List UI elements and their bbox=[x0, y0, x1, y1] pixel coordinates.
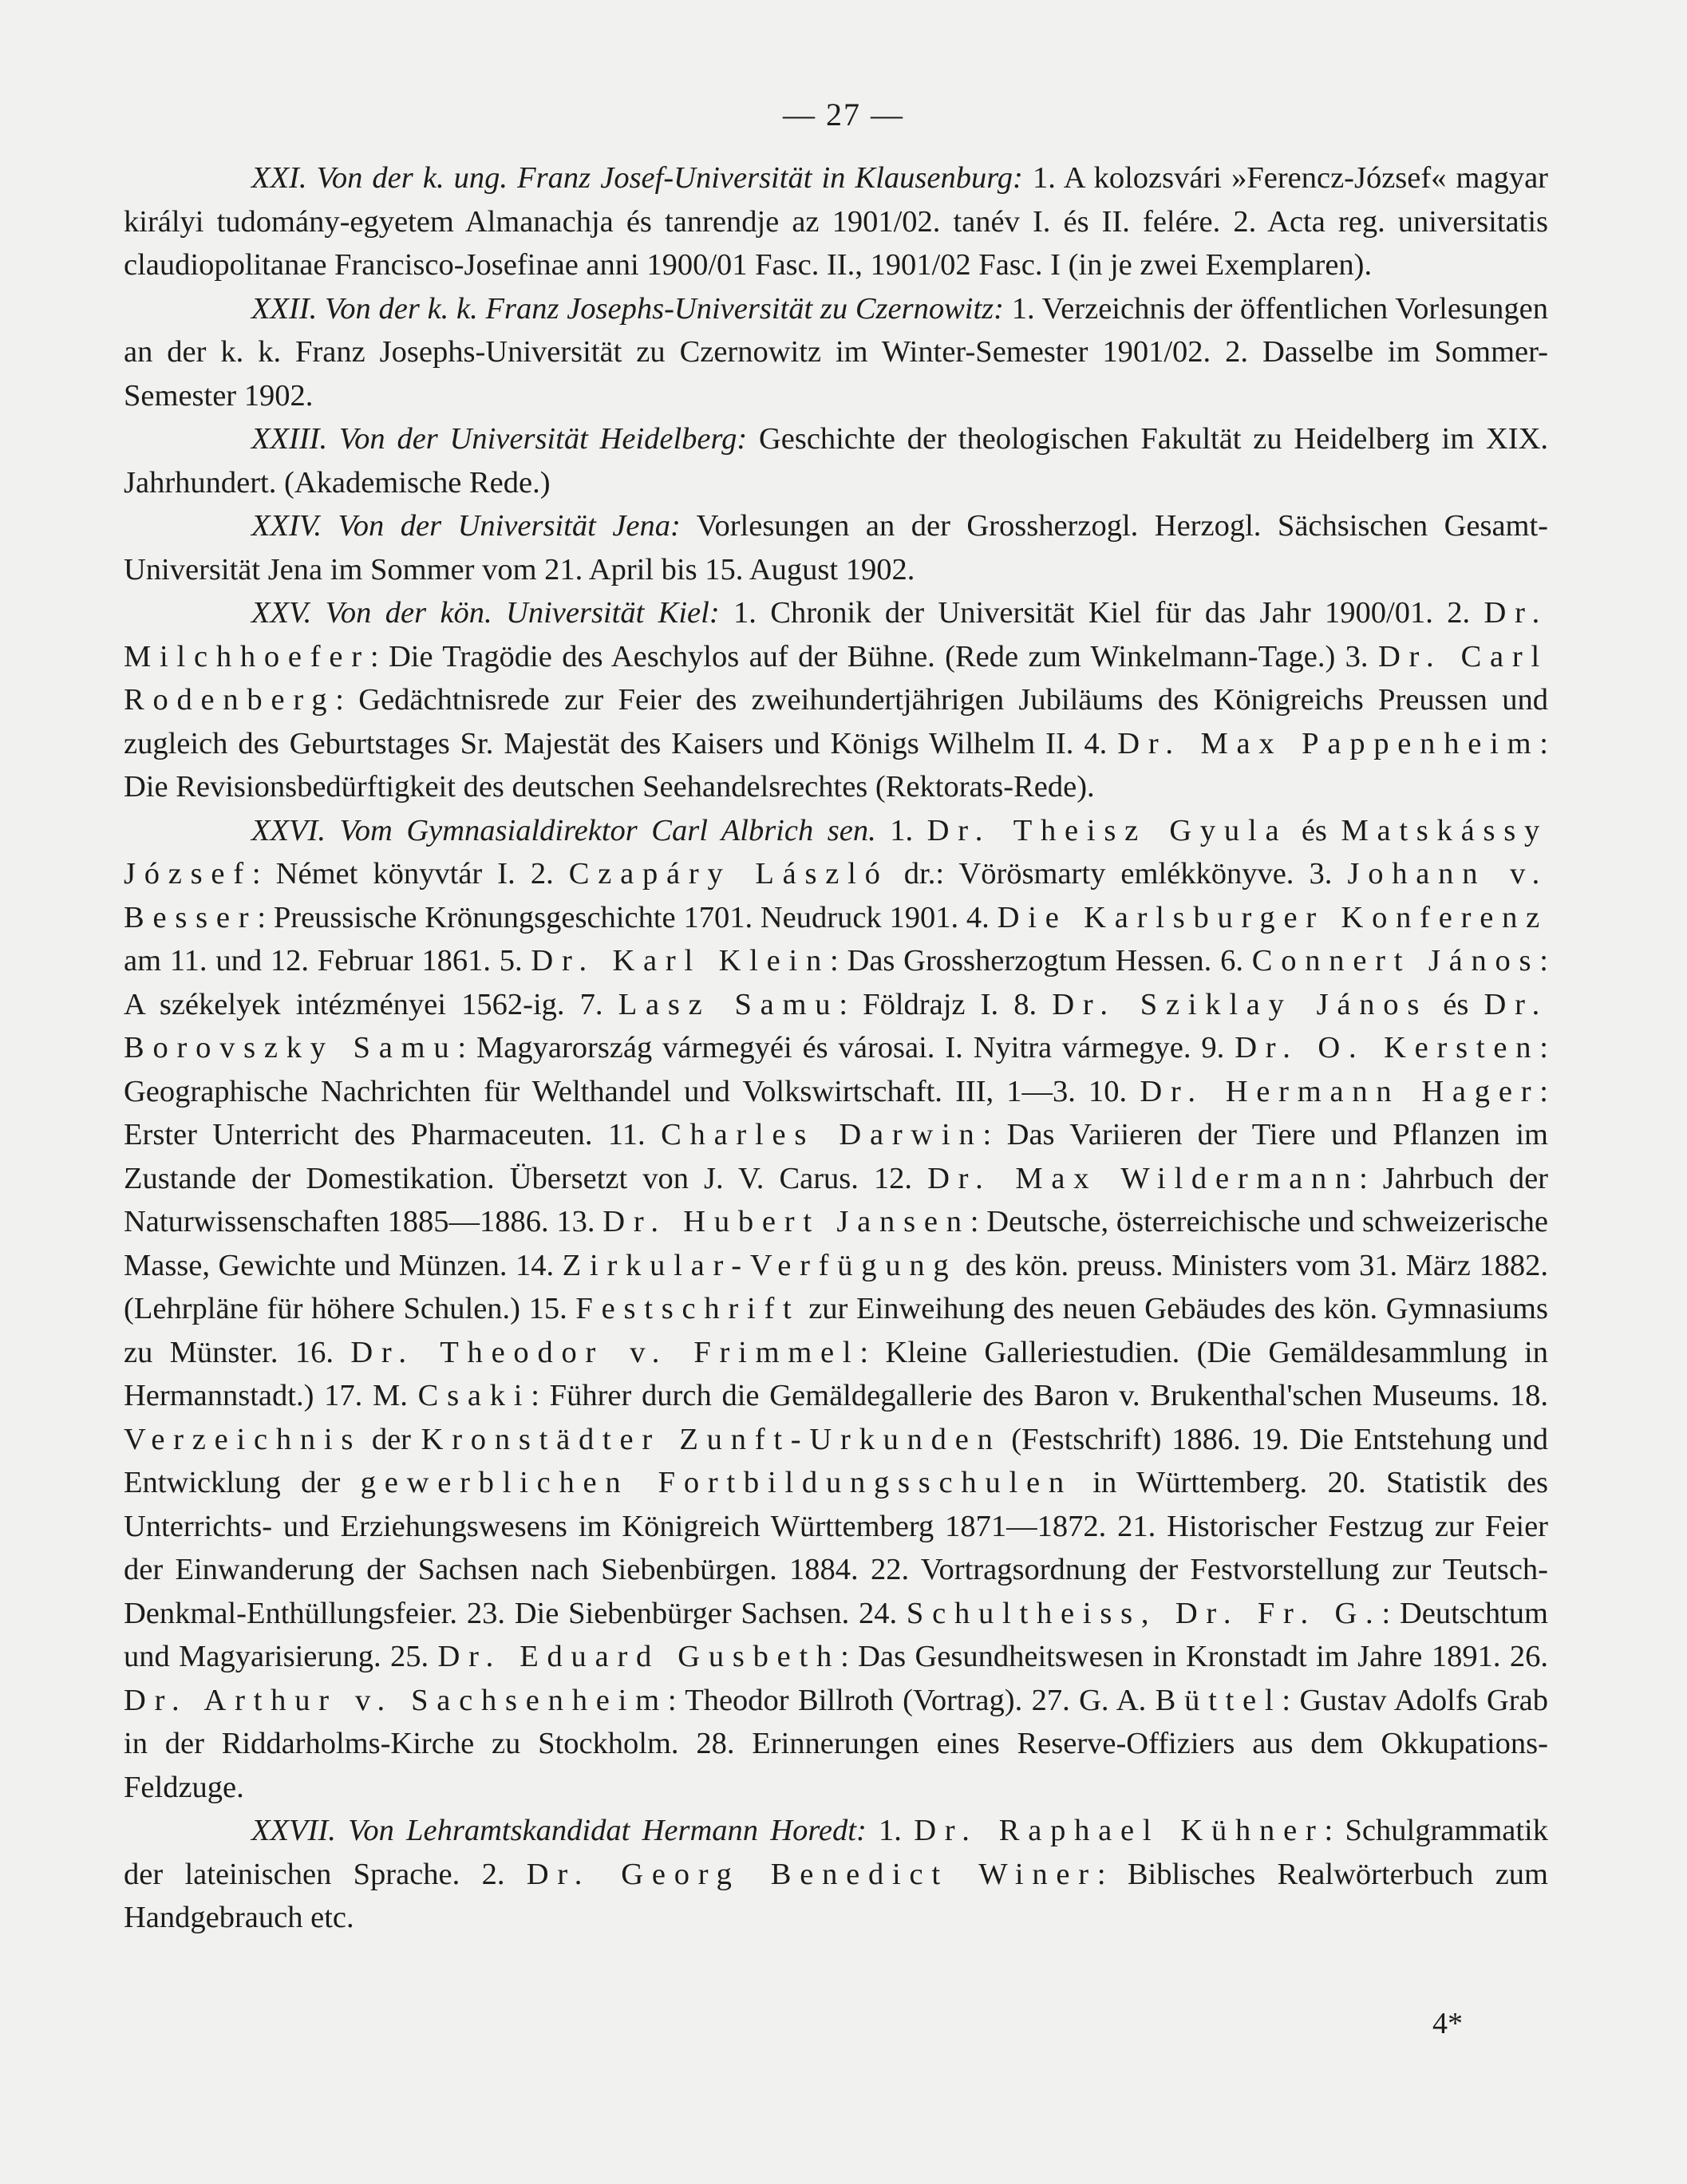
spaced-name: gewerblichen Fortbildungsschulen bbox=[360, 1466, 1073, 1499]
section-text: és bbox=[1428, 987, 1484, 1021]
spaced-name: Büttel bbox=[1155, 1683, 1282, 1717]
spaced-name: Dr. Georg Benedict Winer bbox=[526, 1857, 1097, 1891]
section-text: 1. bbox=[875, 813, 927, 847]
section-text: : Deutsche, österreichische und schweizerische Masse, Gewichte und Münzen. 14. bbox=[124, 1205, 1549, 1282]
section-text: : Kleine Galleriestudien. (Die Gemäldesammlung in Hermannstadt.) 17. M. bbox=[124, 1335, 1548, 1412]
section-text: (Festschrift) 1886. 19. Die Entstehung und Entwicklung der bbox=[124, 1422, 1548, 1499]
section-heading: XXI. Von der k. ung. Franz Josef-Universität in Klausenburg: bbox=[251, 161, 1023, 195]
section-text: 1. Verzeichnis der öffentlichen Vorlesungen an der k. k. Franz Josephs-Universität zu Czernowitz im Winter-Semester 1901/02. 2. Dasselbe im Sommer-Semester 1902. bbox=[124, 291, 1548, 413]
spaced-name: Zirkular-Verfügung bbox=[562, 1248, 958, 1282]
section-text: am 11. und 12. Februar 1861. 5. bbox=[124, 944, 531, 977]
spaced-name: Dr. Theodor v. Frimmel bbox=[350, 1335, 860, 1369]
body-text bbox=[124, 156, 1548, 1940]
spaced-name: Dr. Sziklay János bbox=[1052, 987, 1428, 1021]
spaced-name: Matskássy József bbox=[124, 813, 1549, 891]
page-number: — 27 — bbox=[783, 97, 904, 132]
spaced-name: Dr. Max Wildermann bbox=[927, 1161, 1360, 1195]
section-text: : Jahrbuch der Naturwissenschaften 1885—1886. 13. bbox=[124, 1161, 1548, 1238]
spaced-name: Verzeichnis bbox=[124, 1422, 362, 1456]
section-text: in Württemberg. 20. Statistik des Unterrichts- und Erziehungswesens im Königreich Württemberg 1871—1872. 21. Historischer Festzug zur Feier der Einwanderung der Sachsen nach Siebenbürgen. 1884. 22. Vortragsordnung der Festvorstellung zur Teutsch-Denkmal-Enthüllungsfeier. 23. Die Siebenbürger Sachsen. 24. bbox=[124, 1466, 1548, 1630]
section-text: : Führer durch die Gemäldegallerie des Baron v. Brukenthal'schen Museums. 18. bbox=[531, 1379, 1548, 1412]
section-text: : Gustav Adolfs Grab in der Riddarholms-Kirche zu Stockholm. 28. Erinnerungen eines Reserve-Offiziers aus dem Okkupations-Feldzuge. bbox=[124, 1683, 1548, 1804]
section-text: : Die Tragödie des Aeschylos auf der Bühne. (Rede zum Winkelmann-Tage.) 3. bbox=[369, 639, 1378, 673]
spaced-name: Schultheiss, Dr. Fr. G. bbox=[906, 1596, 1382, 1630]
section-text: : Német könyvtár I. 2. bbox=[251, 857, 569, 891]
section-heading: XXIV. Von der Universität Jena: bbox=[251, 509, 681, 543]
section-text: 1. Chronik der Universität Kiel für das Jahr 1900/01. 2. bbox=[719, 596, 1484, 630]
section-heading: XXII. Von der k. k. Franz Josephs-Universität zu Czernowitz: bbox=[251, 291, 1004, 326]
section-text: 1. A kolozsvári »Ferencz-József« magyar királyi tudomány-egyetem Almanachja és tanrendje az 1901/02. tanév I. és II. felére. 2. Acta reg. universitatis claudiopolitanae Francisco-Josefinae anni 1900/01 Fasc. II., 1901/02 Fasc. I (in je zwei Exemplaren). bbox=[124, 161, 1548, 282]
spaced-name: Dr. Theisz Gyula bbox=[926, 813, 1288, 847]
section-text: des kön. preuss. Ministers vom 31. März 1882. (Lehrpläne für höhere Schulen.) 15. bbox=[124, 1248, 1548, 1325]
spaced-name: Dr. Karl Klein bbox=[531, 944, 831, 977]
spaced-name: Csaki bbox=[417, 1379, 531, 1412]
spaced-name: Dr. Hubert Jansen bbox=[602, 1205, 970, 1238]
spaced-name: Kronstädter Zunft-Urkunden bbox=[421, 1422, 1002, 1456]
section-text: der bbox=[362, 1422, 421, 1456]
signature-mark: 4* bbox=[1432, 2007, 1463, 2040]
section-paragraph bbox=[124, 1809, 1548, 1940]
section-text: és bbox=[1287, 813, 1341, 847]
section-paragraph bbox=[124, 504, 1548, 591]
section-text: zur Einweihung des neuen Gebäudes des kön. Gymnasiums zu Münster. 16. bbox=[124, 1292, 1548, 1369]
spaced-name: Dr. Arthur v. Sachsenheim bbox=[124, 1683, 668, 1717]
spaced-name: Charles Darwin bbox=[661, 1118, 983, 1151]
section-heading: XXVII. Von Lehramtskandidat Hermann Horedt: bbox=[251, 1814, 867, 1847]
section-text: Geschichte der theologischen Fakultät zu Heidelberg im XIX. Jahrhundert. (Akademische Rede.) bbox=[124, 422, 1549, 500]
section-text: dr.: Vörösmarty emlékkönyve. 3. bbox=[888, 857, 1348, 891]
spaced-name: Dr. Milchhoefer bbox=[124, 596, 1548, 673]
section-text: : Gedächtnisrede zur Feier des zweihundertjährigen Jubiläums des Königreichs Preussen und zugleich des Geburtstages Sr. Majestät des Kaisers und Königs Wilhelm II. 4. bbox=[124, 683, 1548, 760]
spaced-name: Lasz Samu bbox=[618, 987, 840, 1021]
section-paragraph bbox=[124, 591, 1548, 809]
section-paragraph bbox=[124, 809, 1548, 1810]
section-text: : Geographische Nachrichten für Welthandel und Volkswirtschaft. III, 1—3. 10. bbox=[124, 1031, 1548, 1108]
section-text: : A székelyek intézményei 1562-ig. 7. bbox=[124, 944, 1548, 1021]
section-heading: XXVI. Vom Gymnasialdirektor Carl Albrich sen. bbox=[251, 813, 876, 847]
section-text: : Das Gesundheitswesen in Kronstadt im Jahre 1891. 26. bbox=[840, 1640, 1548, 1673]
section-text: : Biblisches Realwörterbuch zum Handgebrauch etc. bbox=[124, 1857, 1549, 1934]
section-text: 1. bbox=[866, 1814, 915, 1847]
section-text: : Erster Unterricht des Pharmaceuten. 11. bbox=[124, 1074, 1548, 1151]
spaced-name: Czapáry László bbox=[568, 857, 889, 891]
spaced-name: Dr. Max Pappenheim bbox=[1117, 726, 1540, 760]
section-heading: XXV. Von der kön. Universität Kiel: bbox=[251, 596, 720, 630]
spaced-name: Festschrift bbox=[575, 1292, 800, 1325]
spaced-name: Dr. Borovszky Samu bbox=[124, 987, 1548, 1064]
spaced-name: Dr. Hermann Hager bbox=[1140, 1074, 1540, 1108]
spaced-name: Dr. Raphael Kühner bbox=[914, 1814, 1325, 1847]
section-text: : Das Grossherzogtum Hessen. 6. bbox=[830, 944, 1252, 977]
section-text: : Das Variieren der Tiere und Pflanzen im Zustande der Domestikation. Übersetzt von J. V. Carus. 12. bbox=[124, 1118, 1548, 1195]
section-text: : Die Revisionsbedürftigkeit des deutschen Seehandelsrechtes (Rektorats-Rede). bbox=[124, 726, 1548, 804]
section-text: : Theodor Billroth (Vortrag). 27. G. A. bbox=[667, 1683, 1156, 1717]
section-paragraph bbox=[124, 156, 1548, 287]
section-paragraph bbox=[124, 417, 1548, 504]
section-text: : Schulgrammatik der lateinischen Sprache. 2. bbox=[124, 1814, 1549, 1891]
section-heading: XXIII. Von der Universität Heidelberg: bbox=[251, 422, 748, 456]
section-text: : Deutschtum und Magyarisierung. 25. bbox=[124, 1596, 1548, 1673]
section-text: : Földrajz I. 8. bbox=[839, 987, 1053, 1021]
section-text: : Preussische Krönungsgeschichte 1701. Neudruck 1901. 4. bbox=[257, 900, 998, 934]
spaced-name: Dr. Carl Rodenberg bbox=[124, 639, 1548, 717]
spaced-name: Johann v. Besser bbox=[124, 857, 1549, 934]
section-text: Vorlesungen an der Grossherzogl. Herzogl. Sächsischen Gesamt-Universität Jena im Sommer vom 21. April bis 15. August 1902. bbox=[124, 509, 1548, 586]
spaced-name: Die Karlsburger Konferenz bbox=[997, 900, 1548, 934]
spaced-name: Dr. O. Kersten bbox=[1235, 1031, 1540, 1064]
spaced-name: Dr. Eduard Gusbeth bbox=[437, 1640, 841, 1673]
section-paragraph bbox=[124, 287, 1548, 418]
section-text: : Magyarország vármegyéi és városai. I. Nyitra vármegye. 9. bbox=[457, 1031, 1235, 1064]
spaced-name: Connert János bbox=[1251, 944, 1540, 977]
